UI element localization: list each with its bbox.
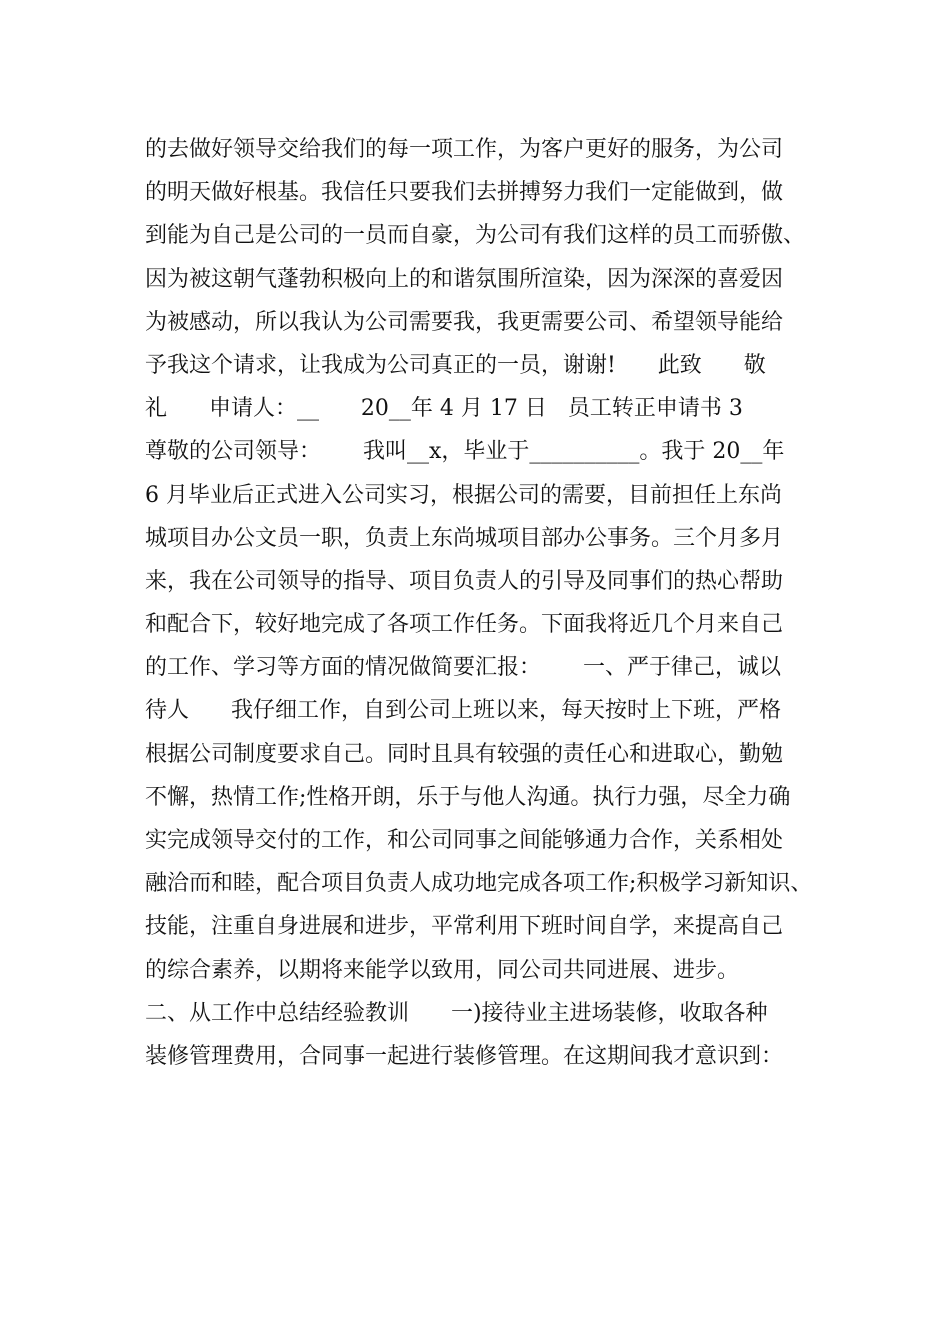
text-line: 实完成领导交付的工作，和公司同事之间能够通力合作，关系相处 (145, 828, 784, 853)
text-line: 待人 我仔细工作，自到公司上班以来，每天按时上下班，严格 (145, 698, 781, 724)
text-line: 的明天做好根基。我信任只要我们去拼搏努力我们一定能做到，做 (145, 180, 784, 206)
text-line: 城项目办公文员一职，负责上东尚城项目部办公事务。三个月多月 (145, 525, 784, 551)
text-line: 技能，注重自身进展和进步，平常利用下班时间自学，来提高自己 (145, 914, 784, 940)
text-line: 礼 申请人：__ 20__年 4 月 17 日 员工转正申请书 3 (145, 396, 743, 422)
text-line: 来，我在公司领导的指导、项目负责人的引导及同事们的热心帮助 (145, 568, 784, 594)
text-line: 尊敬的公司领导： 我叫__x，毕业于__________。我于 20__年 (145, 439, 785, 465)
text-line: 的去做好领导交给我们的每一项工作，为客户更好的服务，为公司 (145, 137, 784, 162)
text-line: 的工作、学习等方面的情况做简要汇报： 一、严于律己，诚以 (145, 655, 781, 681)
text-line: 根据公司制度要求自己。同时且具有较强的责任心和进取心，勤勉 (145, 741, 784, 767)
text-line: 二、从工作中总结经验教训 一)接待业主进场装修，收取各种 (145, 1000, 768, 1026)
text-line: 为被感动，所以我认为公司需要我，我更需要公司、希望领导能给 (145, 309, 784, 335)
text-line: 因为被这朝气蓬勃积极向上的和谐氛围所渲染，因为深深的喜爱因 (145, 266, 784, 292)
text-line: 不懈，热情工作;性格开朗，乐于与他人沟通。执行力强，尽全力确 (145, 784, 791, 810)
text-line: 和配合下，较好地完成了各项工作任务。下面我将近几个月来自己 (145, 612, 784, 638)
body-text (145, 128, 825, 1078)
text-line: 6 月毕业后正式进入公司实习，根据公司的需要，目前担任上东尚 (145, 482, 782, 508)
text-line: 予我这个请求，让我成为公司真正的一员，谢谢! 此致 敬 (145, 352, 766, 378)
text-line: 装修管理费用，合同事一起进行装修管理。在这期间我才意识到： (145, 1043, 784, 1069)
text-line: 到能为自己是公司的一员而自豪，为公司有我们这样的员工而骄傲、 (145, 223, 806, 249)
text-line: 融洽而和睦，配合项目负责人成功地完成各项工作;积极学习新知识、 (145, 871, 813, 897)
text-line: 的综合素养，以期将来能学以致用，同公司共同进展、进步。 (145, 957, 740, 983)
